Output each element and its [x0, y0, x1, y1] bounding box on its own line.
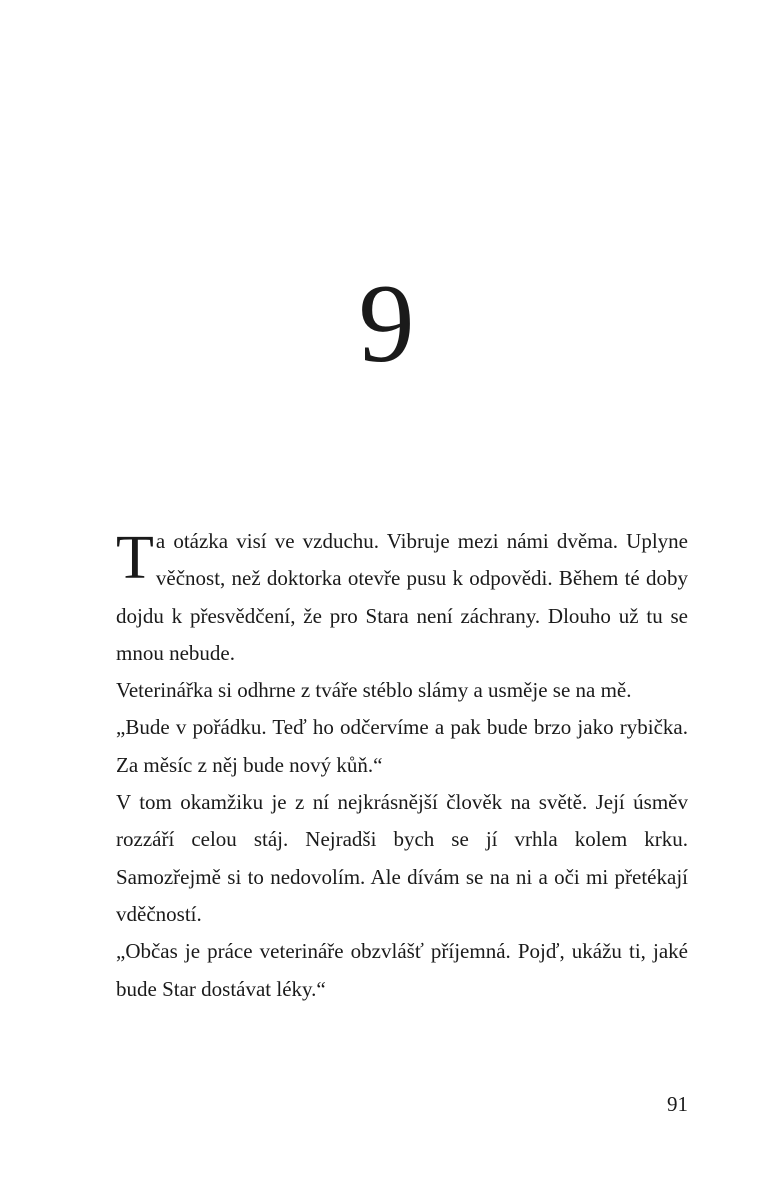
drop-cap: T: [116, 524, 154, 592]
paragraph-1-text: a otázka visí ve vzduchu. Vibruje mezi námi dvěma. Uplyne věčnost, než doktorka otevře pusu k odpovědi. Během té doby dojdu k přesvědčení, že pro Stara není záchrany. Dlouho už tu se mnou nebude.: [116, 529, 688, 665]
paragraph-2: Veterinářka si odhrne z tváře stéblo slámy a usměje se na mě.: [116, 678, 632, 703]
paragraph-4: V tom okamžiku je z ní nejkrásnější člověk na světě. Její úsměv rozzáří celou stáj. Nejradši bych se jí vrhla kolem krku. Samozřejmě si to nedovolím. Ale dívám se na ni a oči mi přetékají vděčností.: [116, 790, 688, 926]
paragraph-5: „Občas je práce veterináře obzvlášť příjemná. Pojď, ukážu ti, jaké bude Star dostávat léky.“: [116, 939, 688, 1001]
chapter-number: 9: [358, 262, 415, 386]
page-number: 91: [667, 1092, 688, 1116]
paragraph-1: [116, 523, 688, 672]
chapter-text: [116, 523, 688, 1008]
paragraph-3: „Bude v pořádku. Teď ho odčervíme a pak bude brzo jako rybička. Za měsíc z něj bude nový kůň.“: [116, 715, 688, 777]
